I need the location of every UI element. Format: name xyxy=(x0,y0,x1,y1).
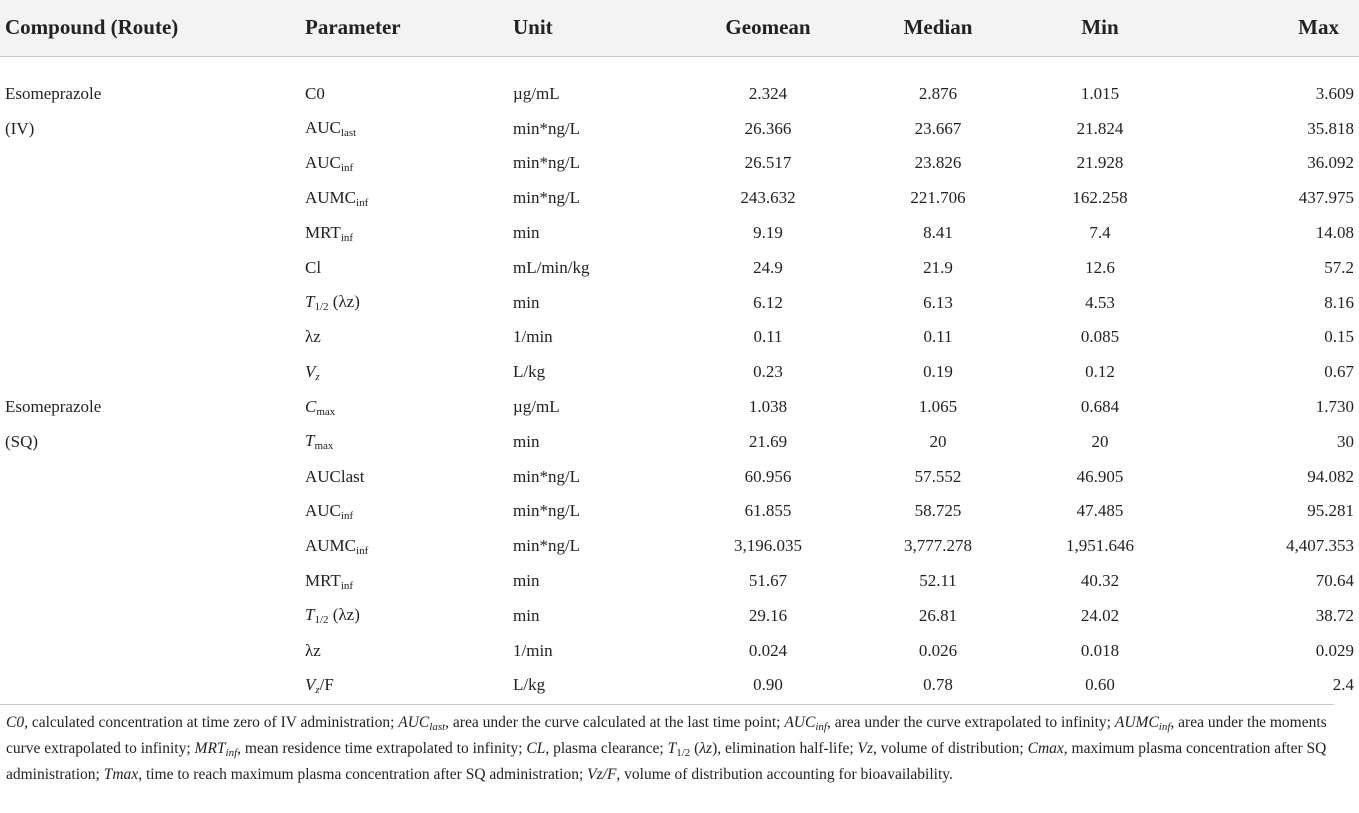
cell-parameter: $AUC_{inf}$ xyxy=(305,500,354,522)
cell-median: 1.065 xyxy=(918,397,958,417)
cell-parameter: λz xyxy=(305,327,321,347)
cell-unit: min xyxy=(513,431,540,451)
cell-max: 36.092 xyxy=(1307,153,1354,173)
cell-compound: Esomeprazole xyxy=(5,83,102,103)
cell-geomean: 0.90 xyxy=(753,675,783,695)
cell-compound xyxy=(0,320,305,355)
cell-max: 30 xyxy=(1337,431,1354,451)
cell-parameter: $T_{1/2}$ (λz) xyxy=(305,605,360,627)
cell-unit: 1/min xyxy=(513,640,553,660)
cell-max: 95.281 xyxy=(1307,501,1354,521)
cell-parameter: $V_z/F$ xyxy=(305,674,334,696)
cell-geomean: 3,196.035 xyxy=(734,536,802,556)
cell-max: 0.67 xyxy=(1324,362,1354,382)
header-row xyxy=(0,0,1359,56)
cell-median: 20 xyxy=(929,431,947,451)
table-row xyxy=(0,181,1359,216)
cell-geomean: 61.855 xyxy=(744,501,792,521)
cell-min: 0.684 xyxy=(1080,397,1120,417)
cell-geomean: 26.517 xyxy=(744,153,792,173)
table-row xyxy=(0,320,1359,355)
cell-geomean: 1.038 xyxy=(748,397,788,417)
cell-median: 0.11 xyxy=(923,327,953,347)
cell-max: 437.975 xyxy=(1298,188,1354,208)
cell-compound xyxy=(0,494,305,529)
cell-median: 0.78 xyxy=(923,675,953,695)
cell-compound: Esomeprazole xyxy=(5,397,102,417)
cell-compound xyxy=(0,668,305,703)
cell-compound xyxy=(0,250,305,285)
cell-parameter: $MRT_{inf}$ xyxy=(305,222,354,244)
cell-min: 7.4 xyxy=(1089,223,1111,243)
cell-max: 38.72 xyxy=(1315,605,1354,625)
cell-compound xyxy=(0,529,305,564)
cell-geomean: 26.366 xyxy=(744,118,792,138)
cell-parameter: Cl xyxy=(305,257,322,277)
cell-geomean: 0.23 xyxy=(753,362,783,382)
cell-unit: min*ng/L xyxy=(513,536,581,556)
cell-median: 57.552 xyxy=(914,466,962,486)
table-body xyxy=(0,56,1359,703)
footnote: C0, calculated concentration at time zero of IV administration; $AUC_{last}$, area under the curve calculated at the last time point; $AUC_{inf}$, area under the curve extrapolated to infinity; $AUMC_{inf}$, area under the moments curve extrapolated to infinity; $MRT_{inf}$, mean residence time extrapolated to infinity; CL, plasma clearance; $T_{1/2}$ (λz), elimination half-life; Vz, volume of distribution; Cmax, maximum plasma concentration after SQ administration; Tmax, time to reach maximum plasma concentration after SQ administration; Vz/F, volume of distribution accounting for bioavailability. xyxy=(6,714,1327,783)
cell-median: 52.11 xyxy=(919,571,957,591)
cell-median: 221.706 xyxy=(910,188,966,208)
cell-min: 0.085 xyxy=(1080,327,1120,347)
table-row xyxy=(0,216,1359,251)
header-geomean: Geomean xyxy=(679,0,857,56)
cell-max: 0.15 xyxy=(1324,327,1354,347)
cell-min: 20 xyxy=(1091,431,1109,451)
header-median: Median xyxy=(857,0,1019,56)
cell-geomean: 6.12 xyxy=(753,292,783,312)
header-unit: Unit xyxy=(513,0,679,56)
cell-median: 26.81 xyxy=(918,605,958,625)
cell-geomean: 24.9 xyxy=(753,257,783,277)
cell-unit: min*ng/L xyxy=(513,118,581,138)
cell-min: 21.824 xyxy=(1076,118,1124,138)
cell-median: 21.9 xyxy=(923,257,953,277)
cell-unit: min*ng/L xyxy=(513,501,581,521)
cell-min: 0.12 xyxy=(1085,362,1115,382)
cell-min: 0.60 xyxy=(1085,675,1115,695)
cell-unit: min xyxy=(513,292,540,312)
cell-geomean: 21.69 xyxy=(748,431,788,451)
cell-min: 21.928 xyxy=(1076,153,1124,173)
table-row xyxy=(0,424,1359,459)
cell-max: 70.64 xyxy=(1315,571,1354,591)
cell-max: 8.16 xyxy=(1324,292,1354,312)
cell-compound xyxy=(0,181,305,216)
table-row xyxy=(0,459,1359,494)
cell-max: 94.082 xyxy=(1307,466,1354,486)
cell-geomean: 9.19 xyxy=(753,223,783,243)
cell-min: 4.53 xyxy=(1085,292,1115,312)
cell-parameter: $AUC_{inf}$ xyxy=(305,152,354,174)
cell-median: 8.41 xyxy=(923,223,953,243)
cell-parameter: $T_{1/2}$ (λz) xyxy=(305,292,360,314)
cell-parameter: $AUMC_{inf}$ xyxy=(305,187,369,209)
cell-unit: min*ng/L xyxy=(513,153,581,173)
cell-min: 162.258 xyxy=(1072,188,1128,208)
cell-max: 4,407.353 xyxy=(1286,536,1354,556)
cell-min: 46.905 xyxy=(1076,466,1124,486)
cell-median: 0.19 xyxy=(923,362,953,382)
cell-compound xyxy=(0,598,305,633)
cell-compound xyxy=(0,355,305,390)
cell-compound xyxy=(0,146,305,181)
cell-compound xyxy=(0,459,305,494)
cell-unit: L/kg xyxy=(513,362,546,382)
cell-parameter: λz xyxy=(305,640,321,660)
header-parameter: Parameter xyxy=(305,0,513,56)
cell-median: 23.826 xyxy=(914,153,962,173)
cell-geomean: 0.11 xyxy=(753,327,783,347)
cell-max: 3.609 xyxy=(1315,83,1354,103)
cell-unit: min xyxy=(513,605,540,625)
cell-compound xyxy=(0,216,305,251)
cell-parameter: $C_{max}$ xyxy=(305,396,336,418)
cell-unit: min xyxy=(513,223,540,243)
cell-unit: µg/mL xyxy=(513,397,560,417)
cell-compound xyxy=(0,285,305,320)
table-row xyxy=(0,668,1359,703)
cell-min: 47.485 xyxy=(1076,501,1124,521)
table-row xyxy=(0,564,1359,599)
cell-parameter: $MRT_{inf}$ xyxy=(305,570,354,592)
cell-geomean: 60.956 xyxy=(744,466,792,486)
cell-median: 23.667 xyxy=(914,118,962,138)
cell-min: 0.018 xyxy=(1080,640,1120,660)
cell-geomean: 0.024 xyxy=(748,640,788,660)
cell-max: 1.730 xyxy=(1315,397,1354,417)
table-row xyxy=(0,111,1359,146)
table-row xyxy=(0,494,1359,529)
cell-unit: L/kg xyxy=(513,675,546,695)
cell-min: 12.6 xyxy=(1085,257,1115,277)
cell-unit: min xyxy=(513,571,540,591)
table-row xyxy=(0,633,1359,668)
cell-max: 2.4 xyxy=(1332,675,1354,695)
cell-max: 0.029 xyxy=(1315,640,1354,660)
cell-parameter: AUClast xyxy=(305,466,365,486)
cell-parameter: $V_z$ xyxy=(305,361,320,383)
cell-compound: (SQ) xyxy=(5,431,39,451)
cell-parameter: $AUC_{last}$ xyxy=(305,118,357,140)
cell-max: 35.818 xyxy=(1307,118,1354,138)
cell-max: 57.2 xyxy=(1324,257,1354,277)
table-row xyxy=(0,285,1359,320)
cell-compound: (IV) xyxy=(5,118,35,138)
table-row xyxy=(0,598,1359,633)
cell-unit: min*ng/L xyxy=(513,466,581,486)
table-row xyxy=(0,250,1359,285)
cell-compound xyxy=(0,633,305,668)
header-compound: Compound (Route) xyxy=(0,0,305,56)
cell-compound xyxy=(0,564,305,599)
cell-median: 3,777.278 xyxy=(904,536,972,556)
cell-median: 2.876 xyxy=(918,83,958,103)
table-row xyxy=(0,56,1359,111)
cell-geomean: 29.16 xyxy=(748,605,788,625)
cell-unit: 1/min xyxy=(513,327,553,347)
header-max: Max xyxy=(1181,0,1359,56)
cell-median: 0.026 xyxy=(918,640,958,660)
cell-unit: µg/mL xyxy=(513,83,560,103)
cell-geomean: 243.632 xyxy=(740,188,796,208)
cell-min: 1,951.646 xyxy=(1066,536,1134,556)
cell-median: 58.725 xyxy=(914,501,962,521)
table-row xyxy=(0,355,1359,390)
cell-unit: mL/min/kg xyxy=(513,257,590,277)
header-min: Min xyxy=(1019,0,1181,56)
footer-divider xyxy=(0,704,1334,705)
cell-parameter: $AUMC_{inf}$ xyxy=(305,535,369,557)
cell-geomean: 51.67 xyxy=(748,571,788,591)
cell-parameter: $T_{max}$ xyxy=(305,431,334,453)
cell-min: 40.32 xyxy=(1080,571,1120,591)
table-row xyxy=(0,390,1359,425)
cell-unit: min*ng/L xyxy=(513,188,581,208)
table-row xyxy=(0,529,1359,564)
cell-max: 14.08 xyxy=(1315,223,1354,243)
cell-min: 24.02 xyxy=(1080,605,1120,625)
cell-parameter: C0 xyxy=(305,83,325,103)
cell-geomean: 2.324 xyxy=(748,83,788,103)
table-row xyxy=(0,146,1359,181)
cell-min: 1.015 xyxy=(1080,83,1120,103)
cell-median: 6.13 xyxy=(923,292,953,312)
